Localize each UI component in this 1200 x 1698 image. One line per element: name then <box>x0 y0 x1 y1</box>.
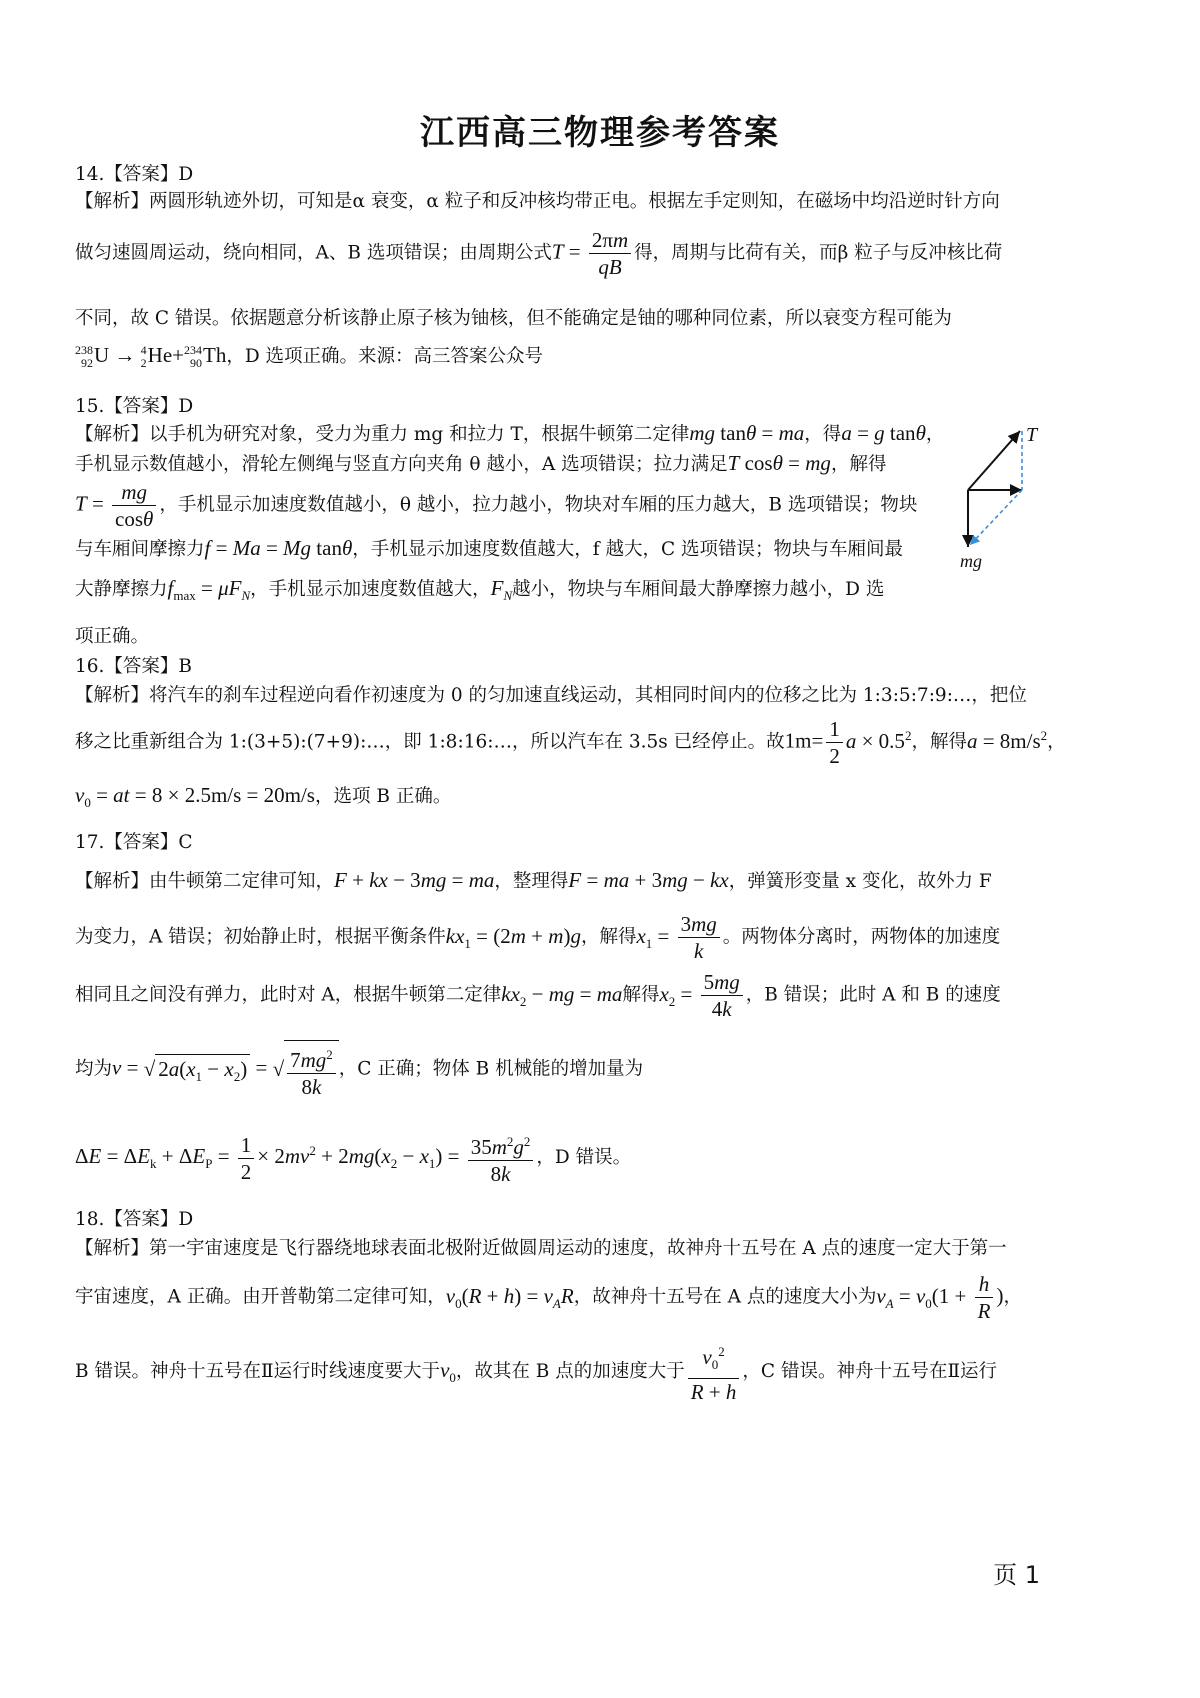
diagram-label-mg: mg <box>960 551 982 571</box>
q17-analysis-line-2: 为变力，A 错误；初始静止时，根据平衡条件$kx_1 = (2m + m)g$，解得$x_1$ = $\frac{3mg}{k}$ 。两物体分离时，两物体的加速度 <box>75 912 1001 963</box>
q17-analysis-line-4: 均为v = √ $2a(x_1 - x_2)$ = √ $\frac{7mg^2}{8k}$ ，C 正确；物体 B 机械能的增加量为 <box>75 1040 643 1099</box>
decay-equation: 238 92U → 4 2He+234 90Th <box>75 343 227 371</box>
q16-analysis-line-3: $v_0$ = at = 8 × 2.5m/s = 20m/s，选项 B 正确。 <box>75 783 452 811</box>
diagram-label-t: T <box>1026 424 1038 446</box>
q14-analysis-line-1: 【解析】两圆形轨迹外切，可知是α 衰变，α 粒子和反冲核均带正电。根据左手定则知，在磁场中均沿逆时针方向 <box>75 191 1000 212</box>
q18-analysis-line-3: B 错误。神舟十五号在Ⅱ运行时线速度要大于$v_0$，故其在 B 点的加速度大于 $\frac{v_0^2}{R + h}$ ，C 错误。神舟十五号在Ⅱ运行 <box>75 1340 997 1404</box>
period-formula: $\frac{2\pi m}{qB}$ <box>589 228 631 279</box>
q15-analysis-line-6: 项正确。 <box>75 626 150 647</box>
q14-analysis-line-4: 238 92U → 4 2He+234 90Th，D 选项正确。来源：高三答案公众号 <box>75 343 544 371</box>
q15-analysis-line-3: T = $\frac{mg}{\cos\theta}$ ，手机显示加速度数值越小，θ 越小，拉力越小，物块对车厢的压力越大，B 选项错误；物块 <box>75 480 918 531</box>
q15-answer: 15.【答案】D <box>75 396 194 417</box>
q15-analysis-line-5: 大静摩擦力$f_{max} = \mu F_N$，手机显示加速度数值越大，$F_N$越小，物块与车厢间最大静摩擦力越小，D 选 <box>75 576 885 604</box>
q17-analysis-line-3: 相同且之间没有弹力，此时对 A，根据牛顿第二定律$kx_2$ − mg = ma解得$x_2$ = $\frac{5mg}{4k}$ ，B 错误；此时 A 和 B 的速度 <box>75 970 1001 1021</box>
q16-analysis-line-1: 【解析】将汽车的刹车过程逆向看作初速度为 0 的匀加速直线运动，其相同时间内的位移之比为 1:3:5:7:9:…，把位 <box>75 685 1027 706</box>
q18-answer: 18.【答案】D <box>75 1209 194 1230</box>
q15-analysis-line-4: 与车厢间摩擦力f = Ma = Mg tanθ，手机显示加速度数值越大，f 越大，C 选项错误；物块与车厢间最 <box>75 536 904 560</box>
q16-analysis-line-2: 移之比重新组合为 1:(3+5):(7+9):…，即 1:8:16:…，所以汽车在 3.5s 已经停止。故1m= $\frac{1}{2}$ $a \times 0.5^2$，解得$a = 8m/s^2$， <box>75 717 1066 768</box>
q17-analysis-line-1: 【解析】由牛顿第二定律可知，F + kx − 3mg = ma，整理得F = ma + 3mg − kx，弹簧形变量 x 变化，故外力 F <box>75 868 992 892</box>
q17-answer: 17.【答案】C <box>75 832 193 853</box>
q18-analysis-line-1: 【解析】第一宇宙速度是飞行器绕地球表面北极附近做圆周运动的速度，故神舟十五号在 A 点的速度一定大于第一 <box>75 1238 1007 1259</box>
q16-answer: 16.【答案】B <box>75 656 193 677</box>
page-title: 江西高三物理参考答案 <box>420 113 780 153</box>
q18-analysis-line-2: 宇宙速度，A 正确。由开普勒第二定律可知，$v_0(R + h) = v_AR$，故神舟十五号在 A 点的速度大小为$v_A = v_0(1$ + $\frac{h}{R}$ )， <box>75 1272 1022 1323</box>
q17-analysis-line-5: $\Delta E = \Delta E_k + \Delta E_P$ = $\frac{1}{2}$ × $2mv^2 + 2mg(x_2 - x_1)$ = $\frac{35m^2g^2}{8k}$ ，D 错误。 <box>75 1130 631 1186</box>
q14-answer: 14.【答案】D <box>75 164 194 185</box>
q14-analysis-line-3: 不同，故 C 错误。依据题意分析该静止原子核为铀核，但不能确定是铀的哪种同位素，所以衰变方程可能为 <box>75 308 952 329</box>
q15-analysis-line-2: 手机显示数值越小，滑轮左侧绳与竖直方向夹角 θ 越小，A 选项错误；拉力满足T cosθ = mg，解得 <box>75 451 887 475</box>
q14-analysis-line-2: 做匀速圆周运动，绕向相同，A、B 选项错误；由周期公式T = $\frac{2\pi m}{qB}$ 得，周期与比荷有关，而β 粒子与反冲核比荷 <box>75 228 1003 279</box>
force-diagram <box>960 415 1060 575</box>
page-number: 页 1 <box>993 1561 1040 1589</box>
q15-analysis-line-1: 【解析】以手机为研究对象，受力为重力 mg 和拉力 T，根据牛顿第二定律mg tanθ = ma，得a = g tanθ， <box>75 421 945 445</box>
